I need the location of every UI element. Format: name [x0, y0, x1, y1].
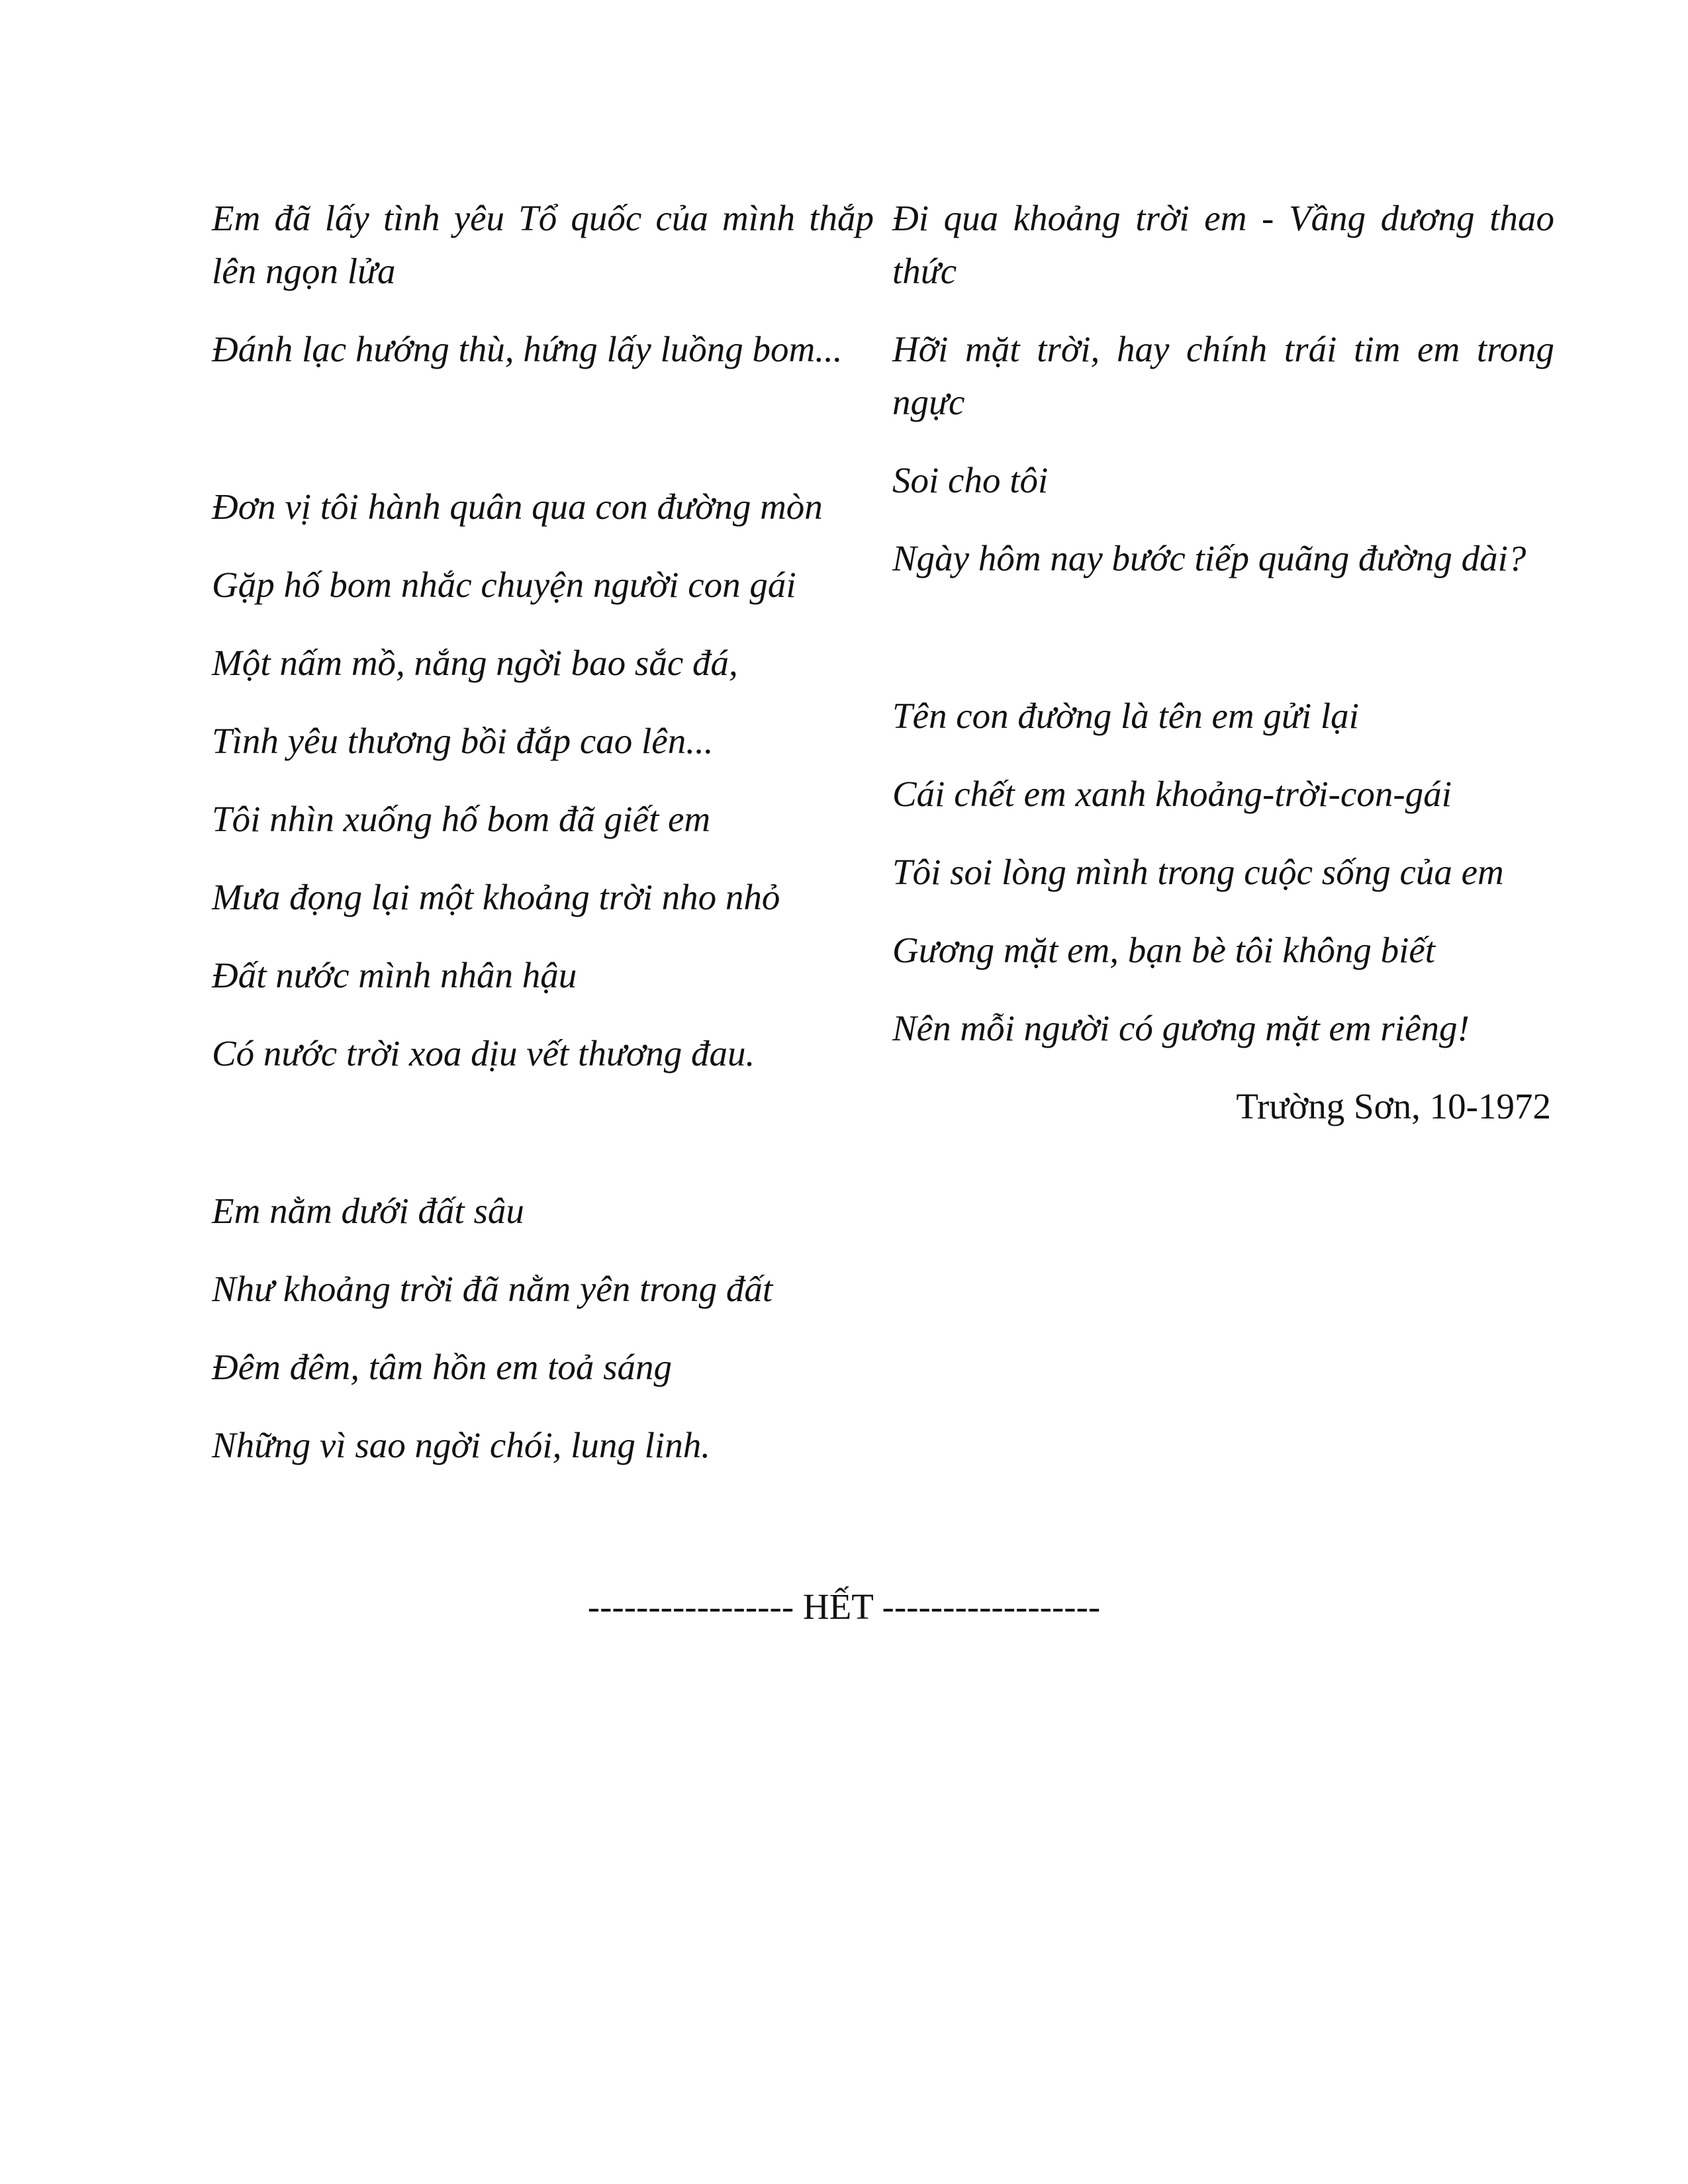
poem-line: Em nằm dưới đất sâu — [212, 1191, 524, 1231]
poem-line: Đêm đêm, tâm hồn em toả sáng — [212, 1347, 673, 1387]
poem-line: Gặp hố bom nhắc chuyện người con gái — [212, 565, 796, 605]
poem-line: Tôi soi lòng mình trong cuộc sống của em — [892, 852, 1504, 892]
end-mark: ----------------- HẾT ------------------ — [587, 1586, 1101, 1627]
poem-line: Gương mặt em, bạn bè tôi không biết — [892, 930, 1436, 970]
poem-line: Như khoảng trời đã nằm yên trong đất — [212, 1269, 773, 1309]
poem-line: Những vì sao ngời chói, lung linh. — [212, 1425, 710, 1465]
poem-signature: Trường Sơn, 10-1972 — [1236, 1086, 1551, 1126]
poem-line: Nên mỗi người có gương mặt em riêng! — [892, 1008, 1470, 1048]
poem-line: Đơn vị tôi hành quân qua con đường mòn — [212, 486, 823, 527]
poem-line: Soi cho tôi — [892, 460, 1049, 500]
poem-line: Tên con đường là tên em gửi lại — [892, 696, 1359, 736]
stanza-gap — [892, 610, 1554, 690]
poem-line: Tình yêu thương bồi đắp cao lên... — [212, 721, 714, 761]
poem-line: Hỡi mặt trời, hay chính trái tim em trong ngực — [892, 329, 1554, 422]
poem-line: Có nước trời xoa dịu vết thương đau. — [212, 1033, 755, 1073]
stanza-gap — [212, 401, 874, 480]
poem-line: Đất nước mình nhân hậu — [212, 955, 577, 995]
right-poem-column — [892, 192, 1554, 1133]
stanza-gap — [212, 1105, 874, 1185]
poem-line: Đánh lạc hướng thù, hứng lấy luồng bom... — [212, 329, 843, 369]
poem-line: Mưa đọng lại một khoảng trời nho nhỏ — [212, 877, 780, 917]
poem-line: Cái chết em xanh khoảng-trời-con-gái — [892, 774, 1452, 814]
poem-line: Ngày hôm nay bước tiếp quãng đường dài? — [892, 538, 1526, 578]
poem-line: Đi qua khoảng trời em - Vầng dương thao thức — [892, 198, 1554, 291]
poem-line: Tôi nhìn xuống hố bom đã giết em — [212, 799, 711, 839]
poem-line: Em đã lấy tình yêu Tổ quốc của mình thắp lên ngọn lửa — [212, 198, 874, 291]
poem-line: Một nấm mồ, nắng ngời bao sắc đá, — [212, 643, 738, 683]
left-poem-column — [212, 192, 874, 1497]
